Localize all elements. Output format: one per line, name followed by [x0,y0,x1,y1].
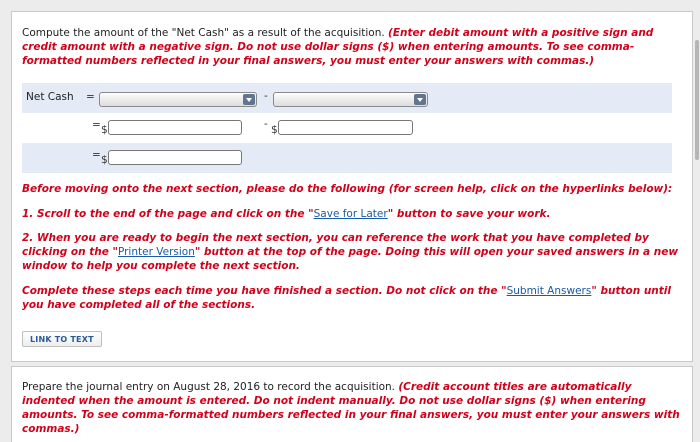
equals-sign: = [92,149,101,161]
chevron-down-icon [414,94,426,105]
instruction-note: (Enter debit amount with a positive sign and credit amount with a negative sign. Do not use dollar signs ($) when entering amounts. To see comma-formatted numbers reflected in your final answers, you must enter your answers with commas.) [22,27,654,67]
printer-version-link[interactable]: Printer Version [117,246,195,258]
account-select-1[interactable] [99,92,257,107]
equals-sign: = [92,119,101,131]
step-2-text: 2. When you are ready to begin the next section, you can reference the work that you have completed by clicking on the " [22,232,649,258]
net-cash-result-input[interactable] [108,150,242,165]
net-cash-table [22,83,672,173]
chevron-down-icon [243,94,255,105]
dollar-sign: $ [101,154,108,166]
step-1-text: 1. Scroll to the end of the page and click on the " [22,208,314,220]
dollar-sign: $ [271,124,278,136]
minus-sign: - [264,90,268,102]
net-cash-label: Net Cash [26,91,74,103]
save-for-later-link[interactable]: Save for Later [313,208,388,220]
amount-input-2[interactable] [278,120,413,135]
page-scrollbar[interactable] [694,0,700,442]
complete-text-end: " button until you have completed all of the sections. [22,285,671,311]
minus-sign: - [264,118,268,130]
step-2-text-end: " button at the top of the page. Doing this will open your saved answers in a new window to help you complete the next section. [22,246,679,272]
amount-input-1[interactable] [108,120,242,135]
step-1-text-end: " button to save your work. [387,208,551,220]
notes-intro: Before moving onto the next section, please do the following (for screen help, click on the hyperlinks below): [22,183,673,195]
notes-step-2 [22,231,682,273]
notes-step-1 [22,207,682,221]
journal-instruction-note: (Credit account titles are automatically indented when the amount is entered. Do not indent manually. Do not use dollar signs ($) when entering amounts. To see comma-formatted numbers reflected in your final answers, you must enter your answers with commas.) [22,381,680,435]
link-to-text-button[interactable]: LINK TO TEXT [22,331,102,347]
journal-entry-instructions [22,380,682,436]
scrollbar-thumb[interactable] [695,40,699,160]
instruction-text: Compute the amount of the "Net Cash" as a result of the acquisition. [22,27,389,39]
notes-complete [22,284,682,312]
net-cash-instructions [22,26,682,68]
question-panel-journal-entry [11,366,693,442]
submit-answers-link[interactable]: Submit Answers [506,285,592,297]
dollar-sign: $ [101,124,108,136]
complete-text: Complete these steps each time you have finished a section. Do not click on the " [22,285,507,297]
journal-instruction-text: Prepare the journal entry on August 28, 2016 to record the acquisition. [22,381,399,393]
account-select-2[interactable] [273,92,428,107]
question-panel-net-cash [11,11,693,362]
equals-sign: = [86,91,95,103]
